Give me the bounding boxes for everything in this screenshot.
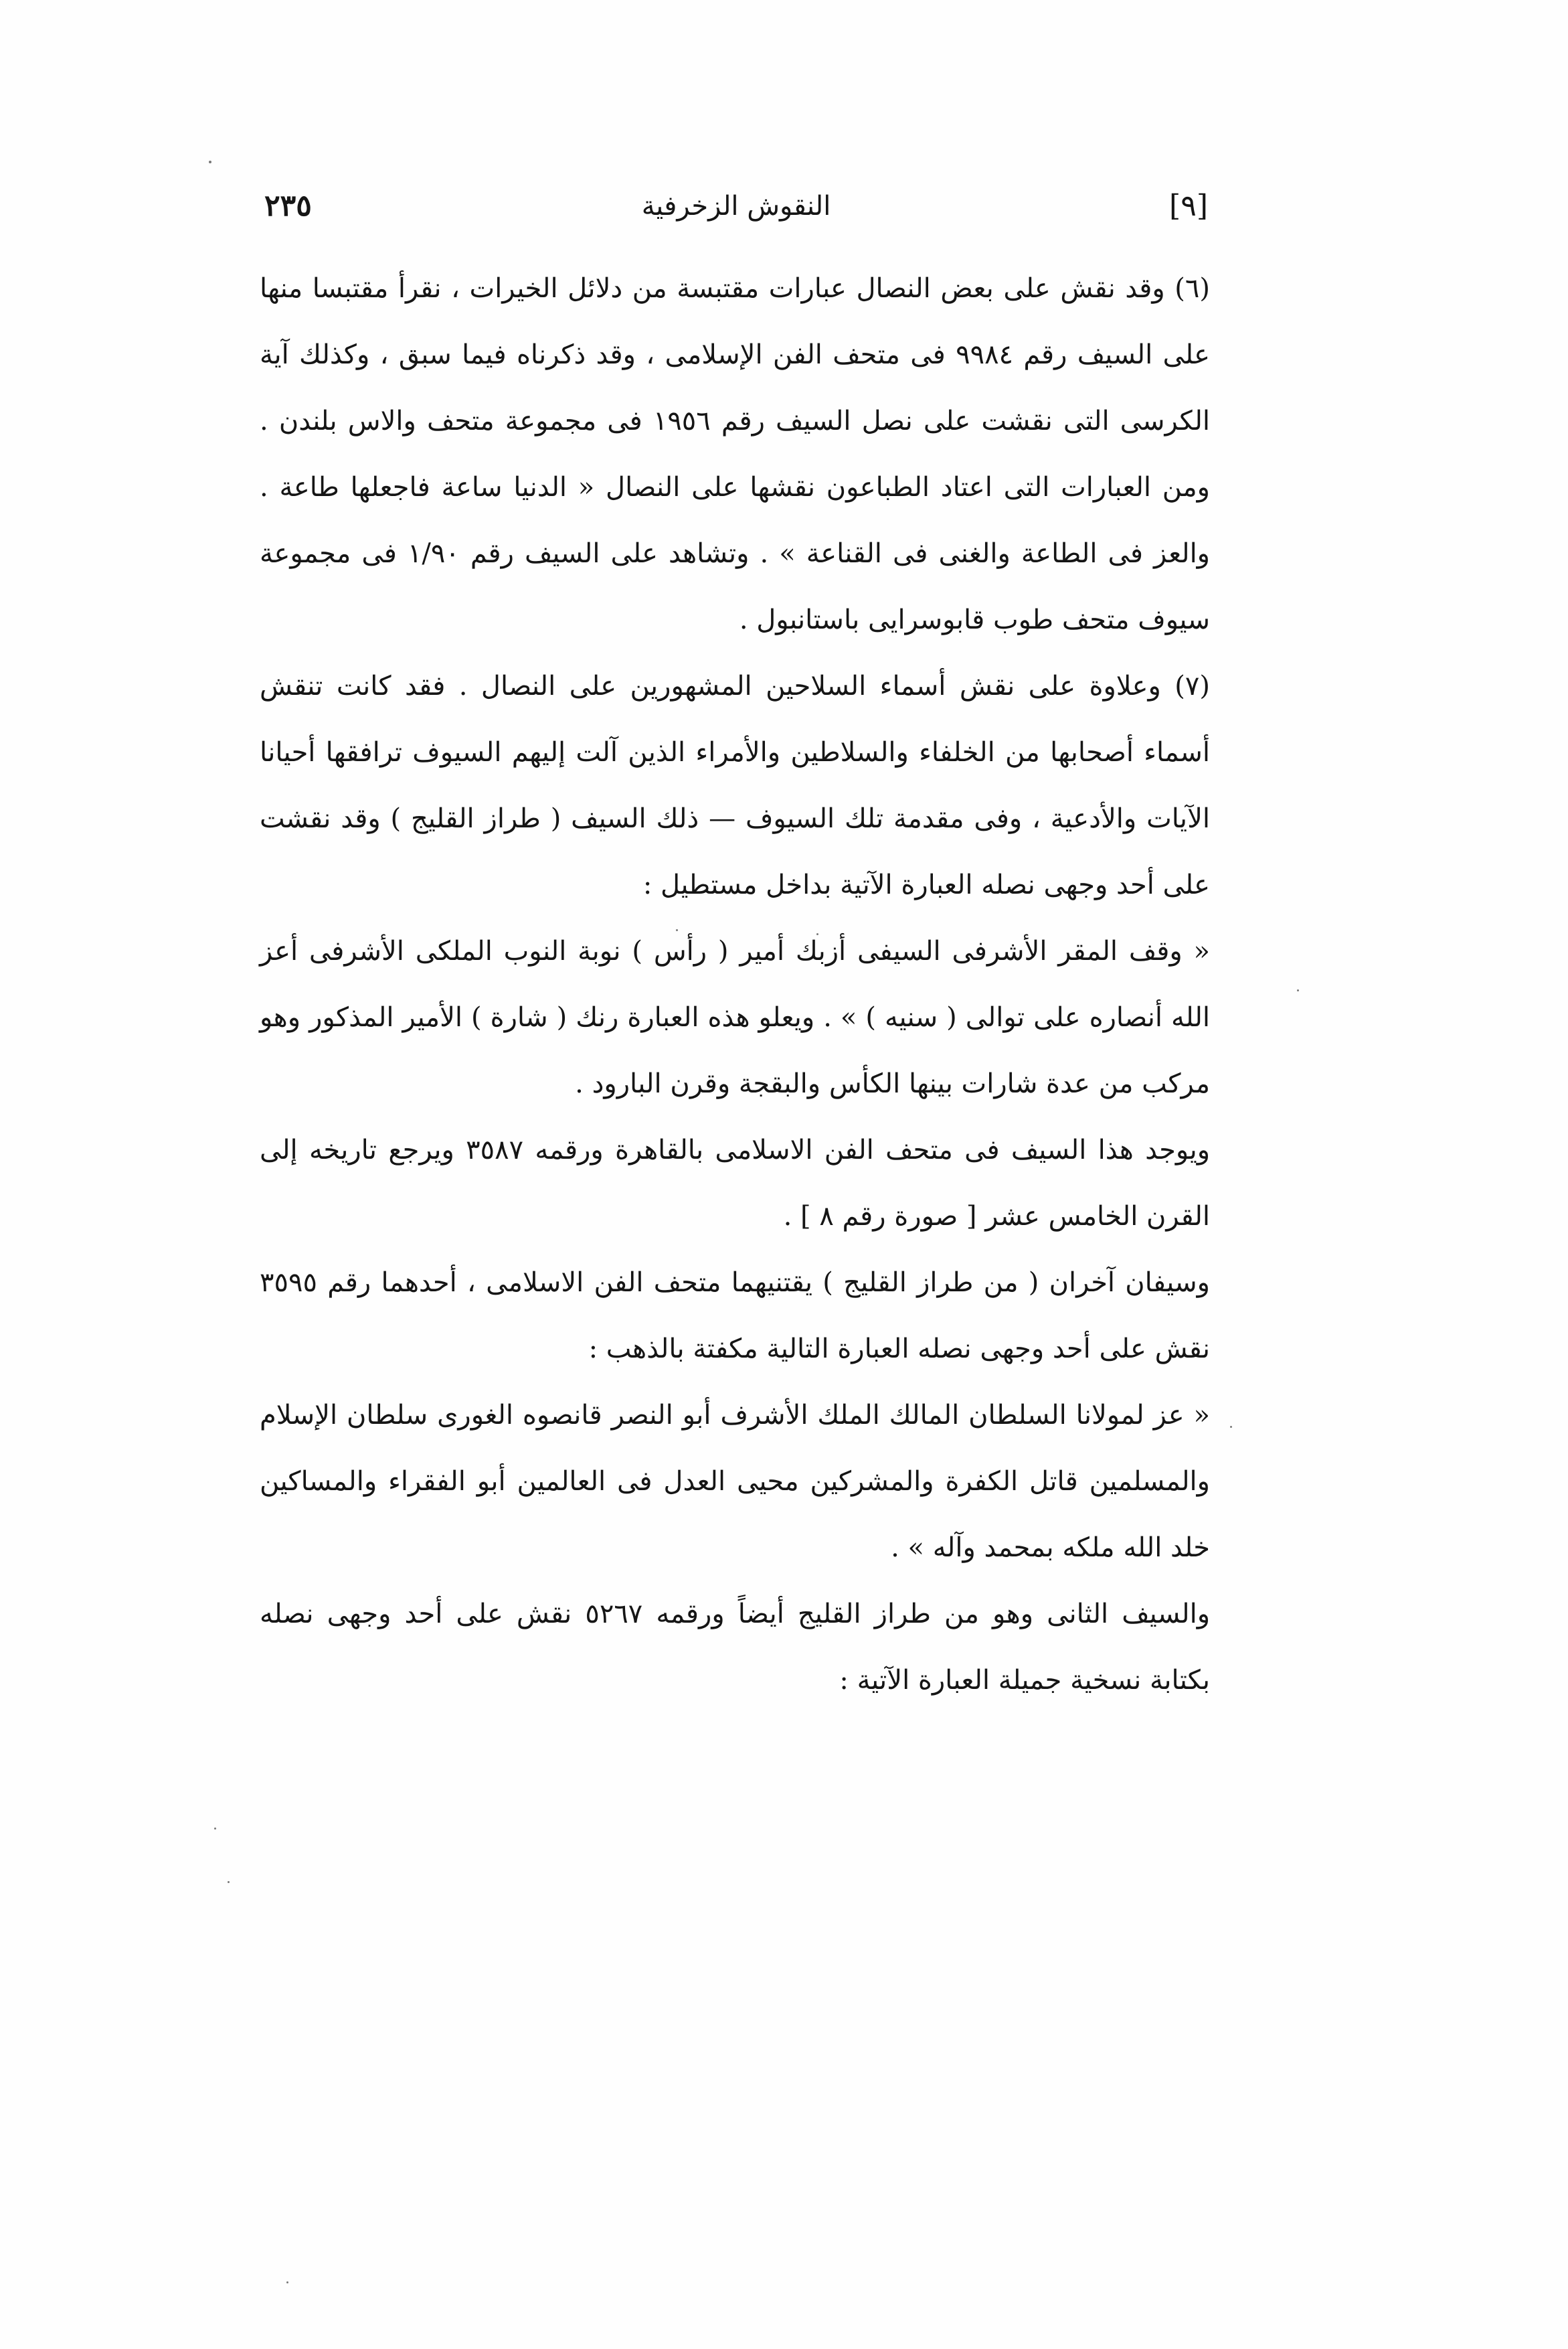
- second-sword-continuation: وجهى نصله بكتابة نسخية جميلة العبارة الآتية :: [260, 1599, 1210, 1696]
- inscription-continuation: أعز الله أنصاره على توالى ( سنيه ) » . ويعلو هذه العبارة رنك ( شارة ) الأمير المذكور وهو مركب من عدة شارات بينها الكأس والبقجة وقرن البارود .: [260, 936, 1210, 1099]
- page-number: ٢٣٥: [264, 189, 312, 223]
- scan-speck: [209, 161, 211, 163]
- ghuri-inscription-continuation: سلطان الإسلام والمسلمين قاتل الكفرة والمشركين محيى العدل فى العالمين أبو الفقراء والمساكين خلد الله ملكه بمحمد وآله » .: [260, 1400, 1210, 1563]
- ghuri-inscription-first-line: « عز لمولانا السلطان المالك الملك الأشرف أبو النصر قانصوه الغورى: [437, 1400, 1211, 1431]
- two-swords-continuation: رقم ٣٥٩٥ نقش على أحد وجهى نصله العبارة التالية مكفتة بالذهب :: [260, 1267, 1210, 1364]
- scan-speck: [816, 933, 818, 935]
- paragraph-7-first-line: (٧) وعلاوة على نقش أسماء السلاحين المشهورين على النصال . فقد: [404, 671, 1210, 702]
- paragraph-6-continuation: نقرأ مقتبسا منها على السيف رقم ٩٩٨٤ فى متحف الفن الإسلامى ، وقد ذكرناه فيما سبق ، وكذلك آية الكرسى التى نقشت على نصل السيف رقم ١٩٥٦ فى مجموعة متحف والاس بلندن . ومن العبارات التى اعتاد الطباعون نقشها على النصال « الدنيا ساعة فاجعلها طاعة . والعز فى الطاعة والغنى فى القناعة » . وتشاهد على السيف رقم ١/٩٠ فى مجموعة سيوف متحف طوب قابوسرايى باستانبول .: [260, 273, 1211, 635]
- paragraph-6: [260, 256, 1210, 653]
- scan-speck: [676, 929, 678, 931]
- scan-speck: [1230, 1426, 1232, 1428]
- two-swords-first-line: وسيفان آخران ( من طراز القليج ) يقتنيهما متحف الفن الاسلامى ، أحدهما: [381, 1267, 1210, 1298]
- scan-speck: [286, 2281, 288, 2283]
- scan-speck: [228, 1881, 230, 1883]
- second-sword-first-line: والسيف الثانى وهو من طراز القليج أيضاً ورقمه ٥٢٦٧ نقش على أحد: [404, 1599, 1211, 1629]
- location-first-line: ويوجد هذا السيف فى متحف الفن الاسلامى بالقاهرة ورقمه ٣٥٨٧ ويرجع: [388, 1135, 1211, 1165]
- scan-speck: [1297, 989, 1299, 991]
- two-swords-paragraph: [260, 1250, 1210, 1382]
- location-paragraph: [260, 1117, 1210, 1250]
- paragraph-7-continuation: كانت تنقش أسماء أصحابها من الخلفاء والسلاطين والأمراء الذين آلت إليهم السيوف ترافقها أحيانا الآيات والأدعية ، وفى مقدمة تلك السيوف — ذلك السيف ( طراز القليج ) وقد نقشت على أحد وجهى نصله العبارة الآتية بداخل مستطيل :: [260, 671, 1210, 900]
- paragraph-7: [260, 653, 1210, 918]
- running-title: النقوش الزخرفية: [641, 191, 831, 222]
- inscription-paragraph: [260, 918, 1210, 1117]
- inscription-first-line: « وقف المقر الأشرفى السيفى أزبك أمير ( رأس ) نوبة النوب الملكى الأشرفى: [309, 936, 1211, 967]
- page-header: [264, 179, 1208, 240]
- page-label: [٩]: [1169, 189, 1208, 223]
- ghuri-inscription-paragraph: [260, 1382, 1210, 1581]
- paragraph-6-first-line: (٦) وقد نقش على بعض النصال عبارات مقتبسة من دلائل الخيرات ،: [451, 273, 1211, 304]
- body-text: [260, 256, 1210, 1714]
- second-sword-paragraph: [260, 1581, 1210, 1714]
- scan-speck: [214, 1828, 216, 1830]
- location-continuation: تاريخه إلى القرن الخامس عشر [ صورة رقم ٨ ] .: [260, 1135, 1210, 1232]
